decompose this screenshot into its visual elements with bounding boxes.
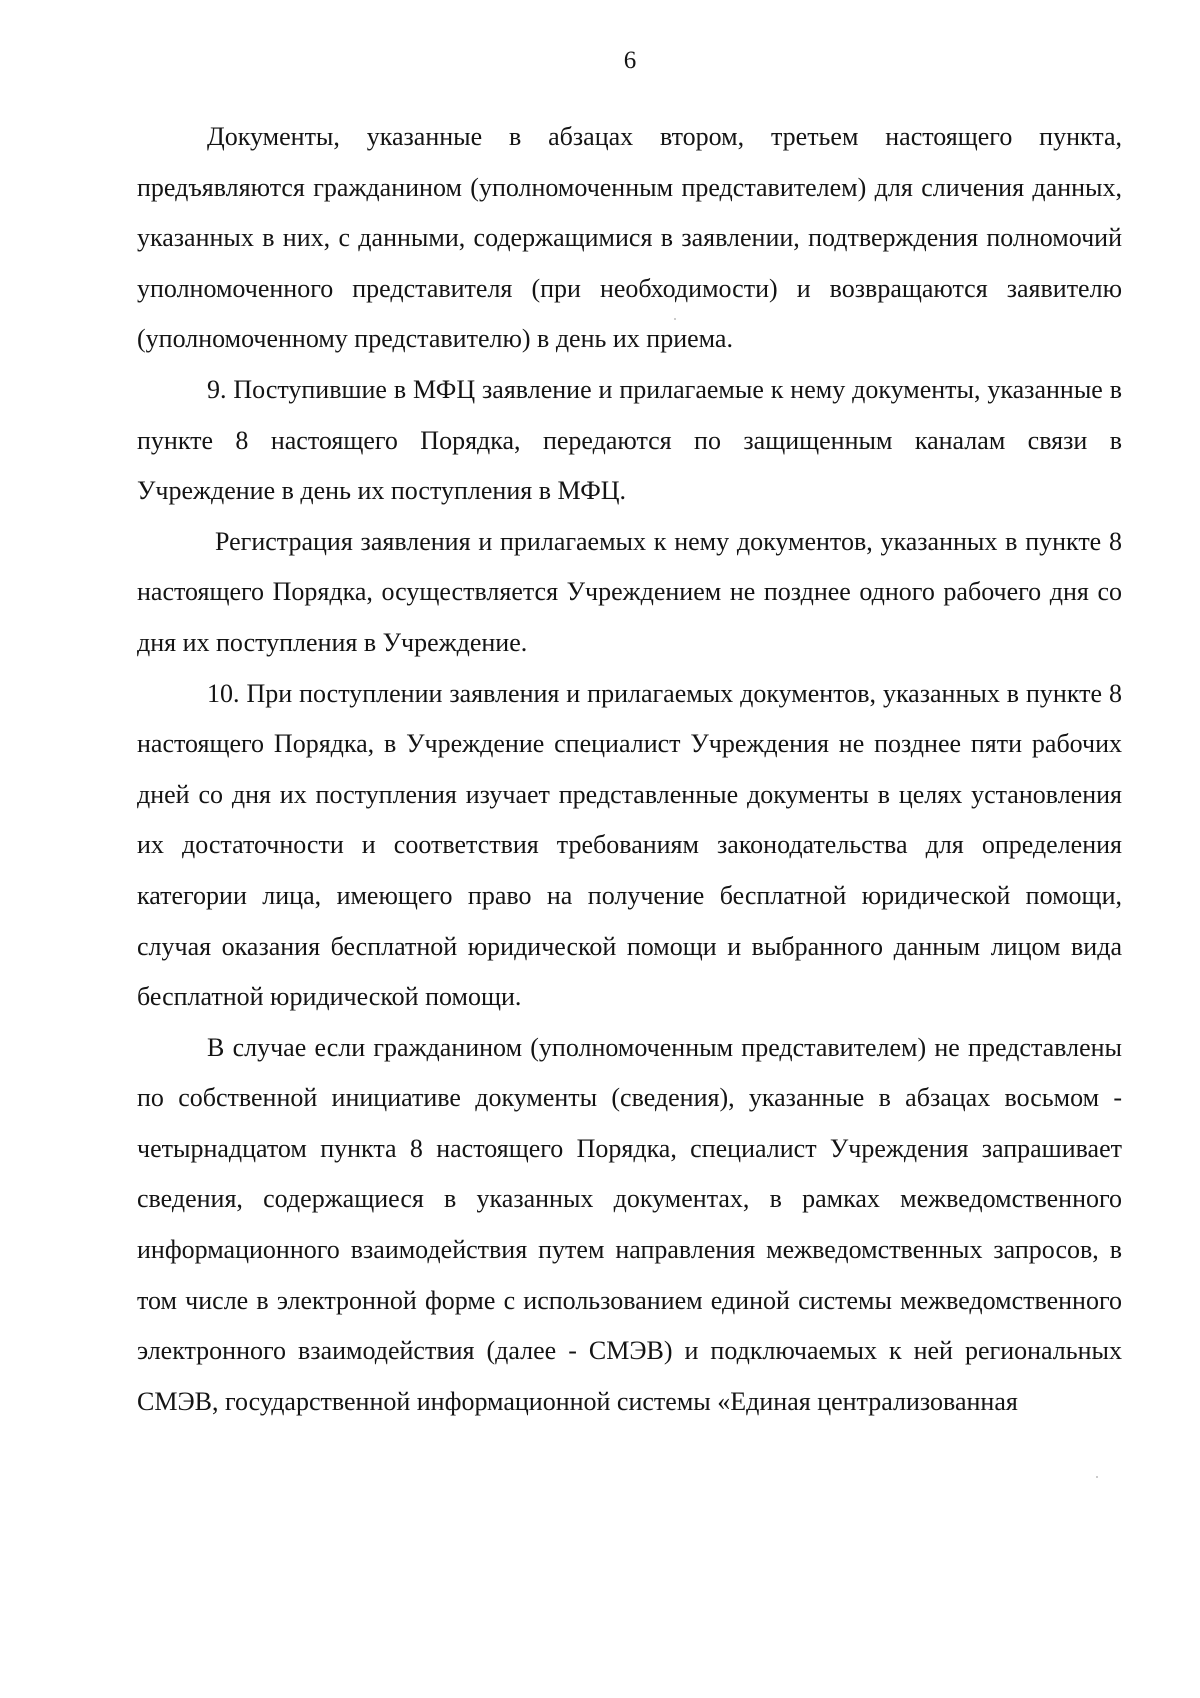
document-body	[137, 112, 1122, 1427]
scan-artifact	[674, 318, 676, 320]
paragraph-item-9: 9. Поступившие в МФЦ заявление и прилагаемые к нему документы, указанные в пункте 8 настоящего Порядка, передаются по защищенным каналам связи в Учреждение в день их поступления в МФЦ.	[137, 374, 1122, 506]
paragraph-documents-returned: Документы, указанные в абзацах втором, третьем настоящего пункта, предъявляются гражданином (уполномоченным представителем) для сличения данных, указанных в них, с данными, содержащимися в заявлении, подтверждения полномочий уполномоченного представителя (при необходимости) и возвращаются заявителю (уполномоченному представителю) в день их приема.	[137, 122, 1122, 354]
paragraph-item-10: 10. При поступлении заявления и прилагаемых документов, указанных в пункте 8 настоящего Порядка, в Учреждение специалист Учреждения не позднее пяти рабочих дней со дня их поступления изучает представленные документы в целях установления их достаточности и соответствия требованиям законодательства для определения категории лица, имеющего право на получение бесплатной юридической помощи, случая оказания бесплатной юридической помощи и выбранного данным лицом вида бесплатной юридической помощи.	[137, 678, 1122, 1012]
scan-artifact	[1096, 1476, 1098, 1478]
paragraph-interagency-requests: В случае если гражданином (уполномоченным представителем) не представлены по собственной инициативе документы (сведения), указанные в абзацах восьмом - четырнадцатом пункта 8 настоящего Порядка, специалист Учреждения запрашивает сведения, содержащиеся в указанных документах, в рамках межведомственного информационного взаимодействия путем направления межведомственных запросов, в том числе в электронной форме с использованием единой системы межведомственного электронного взаимодействия (далее - СМЭВ) и подключаемых к ней региональных СМЭВ, государственной информационной системы «Единая централизованная	[137, 1032, 1122, 1416]
page-number: 6	[623, 47, 637, 74]
paragraph-registration: Регистрация заявления и прилагаемых к нему документов, указанных в пункте 8 настоящего Порядка, осуществляется Учреждением не позднее одного рабочего дня со дня их поступления в Учреждение.	[137, 526, 1122, 657]
